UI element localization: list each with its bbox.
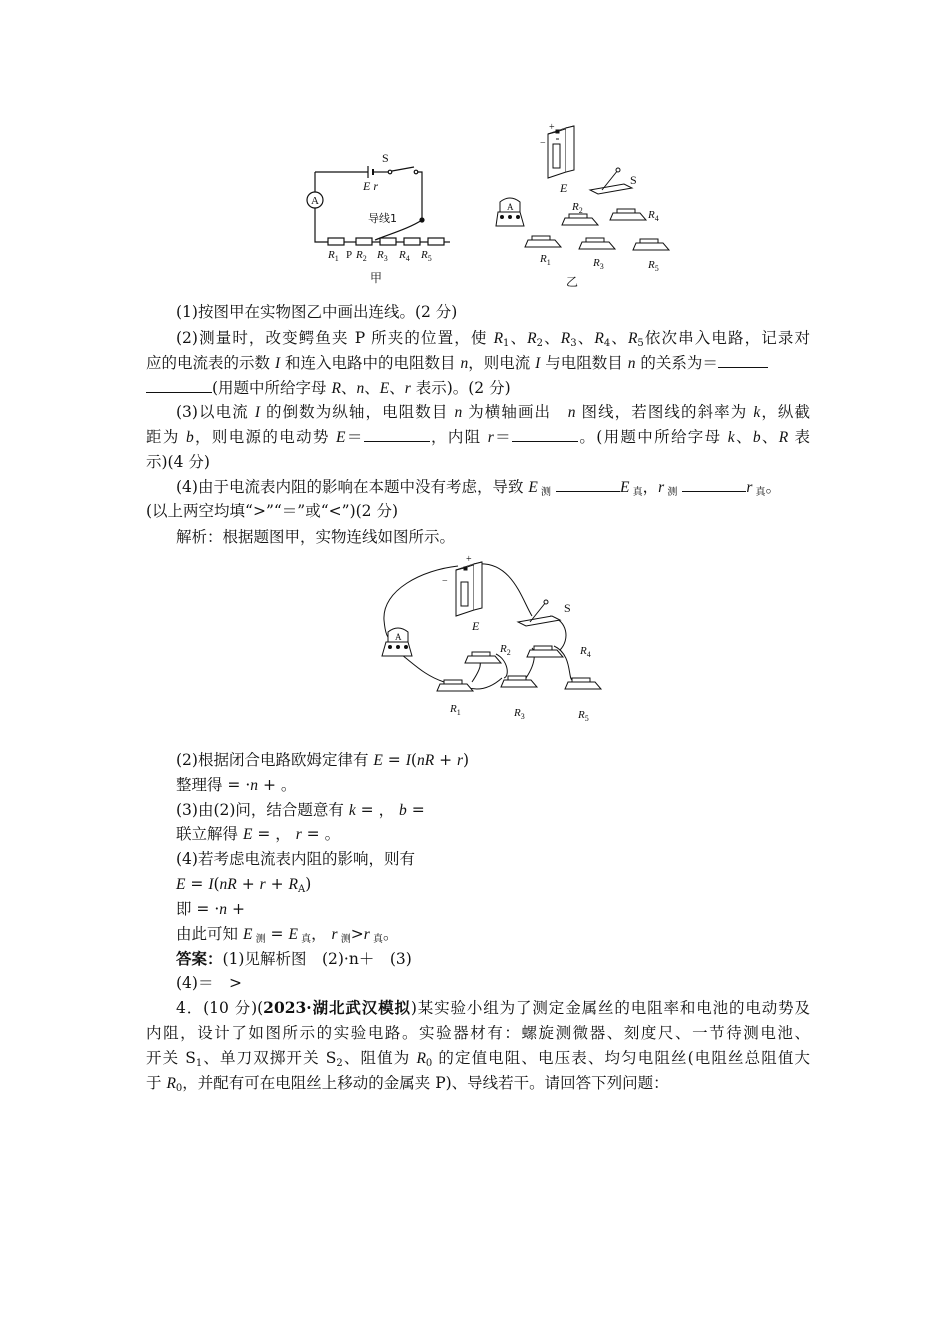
caption-yi: 乙 xyxy=(566,275,579,289)
label-R4: $R_4$ xyxy=(580,645,591,659)
caption-jia: 甲 xyxy=(370,271,383,285)
analysis-4-line2: $E = I(nR + r + R_A)$ xyxy=(176,875,312,895)
battery-minus: − xyxy=(540,138,546,149)
q4-line1: 4．(10 分)(2023·湖北武汉模拟)某实验小组为了测定金属丝的电阻率和电池的电动势及 xyxy=(176,998,810,1017)
label-R3-yi: $R_3$ xyxy=(593,257,604,271)
answer-blank[interactable] xyxy=(718,353,768,368)
label-R1: $R_1$ xyxy=(328,249,339,263)
q4-line2: 内阻，设计了如图所示的实验电路。实验器材有：螺旋测微器、刻度尺、一节待测电池、 xyxy=(146,1024,810,1042)
label-R1-yi: $R_1$ xyxy=(540,253,551,267)
answer-line2: (4)＝ > xyxy=(176,974,242,992)
answer-blank[interactable] xyxy=(556,477,620,492)
apparatus-wired-diagram xyxy=(372,550,612,725)
label-R1: $R_1$ xyxy=(450,703,461,717)
answer-line1: 答案：(1)见解析图 (2)·n＋ (3) xyxy=(176,949,412,968)
q4-line3: 开关 $S_1$、单刀双掷开关 $S_2$、阻值为 $R_0$ 的定值电阻、电压表、均匀电阻丝(电阻丝总阻值大 xyxy=(146,1049,811,1069)
answer-blank[interactable] xyxy=(682,477,746,492)
q3-part3-line1: (3)以电流 I 的倒数为纵轴，电阻数目 n 为横轴画出 n 图线，若图线的斜率为 k，纵截 xyxy=(176,403,810,421)
label-Er: E r xyxy=(363,179,378,193)
q3-part2-line1: (2)测量时，改变鳄鱼夹 P 所夹的位置，使 $R_1$、$R_2$、$R_3$、$R_4$、$R_5$依次串入电路，记录对 xyxy=(176,329,810,349)
analysis-2-line2: 整理得 = ·n + 。 xyxy=(176,776,297,794)
label-R3: $R_3$ xyxy=(377,249,388,263)
q3-part3-line3: 示)(4 分) xyxy=(146,453,210,471)
answer-blank[interactable] xyxy=(146,378,212,393)
label-wire1: 导线1 xyxy=(368,212,397,225)
q3-part2-line3: (用题中所给字母 R、n、E、r 表示)。(2 分) xyxy=(146,377,810,400)
label-A: A xyxy=(395,632,402,642)
analysis-2-line1: (2)根据闭合电路欧姆定律有 E = I(nR + r) xyxy=(176,751,470,769)
analysis-heading: 解析：根据题图甲，实物连线如图所示。 xyxy=(176,528,456,546)
label-S: S xyxy=(382,151,389,165)
label-R3: $R_3$ xyxy=(514,707,525,721)
analysis-4-line3: 即 = ·n + xyxy=(176,900,245,918)
label-R4-yi: $R_4$ xyxy=(648,209,659,223)
battery-minus: − xyxy=(442,576,448,587)
answer-blank[interactable] xyxy=(364,427,430,442)
q3-part4-line1: (4)由于电流表内阻的影响在本题中没有考虑，导致 E $_测$ E $_真$，r $_测$ r $_真$。 xyxy=(176,478,782,498)
battery-plus: + xyxy=(466,554,472,565)
q3-part2-line2: 应的电流表的示数 I 和连入电路中的电阻数目 n，则电流 I 与电阻数目 n 的关系为＝ xyxy=(146,352,810,375)
analysis-3-line1: (3)由(2)问，结合题意有 k = ， b = xyxy=(176,801,425,819)
label-R5-yi: $R_5$ xyxy=(648,259,659,273)
apparatus-diagram-yi xyxy=(490,122,680,292)
label-P: P xyxy=(346,249,353,261)
label-R4: $R_4$ xyxy=(399,249,410,263)
q3-part3-line2: 距为 b，则电源的电动势 E＝ ，内阻 r＝ 。(用题中所给字母 k、b、R 表 xyxy=(146,428,810,446)
label-R5: $R_5$ xyxy=(578,709,589,723)
label-R2: $R_2$ xyxy=(500,643,511,657)
answer-blank[interactable] xyxy=(512,427,578,442)
label-A-yi: A xyxy=(507,202,514,212)
analysis-3-line2: 联立解得 E = ， r = 。 xyxy=(176,825,341,843)
label-E: E xyxy=(472,619,480,633)
label-R2-yi: $R_2$ xyxy=(572,201,583,215)
analysis-4-line1: (4)若考虑电流表内阻的影响，则有 xyxy=(176,850,415,868)
label-R5: $R_5$ xyxy=(421,249,432,263)
label-S-yi: S xyxy=(630,173,637,187)
q3-part1: (1)按图甲在实物图乙中画出连线。(2 分) xyxy=(176,303,458,321)
q3-part4-line2: (以上两空均填“>”“＝”或“<”)(2 分) xyxy=(146,502,398,520)
battery-plus: + xyxy=(549,122,555,133)
label-A: A xyxy=(311,195,319,207)
q4-line4: 于 $R_0$，并配有可在电阻丝上移动的金属夹 P)、导线若干。请回答下列问题： xyxy=(146,1074,669,1094)
circuit-diagram-jia xyxy=(300,150,460,290)
label-S: S xyxy=(564,601,571,615)
label-R2: $R_2$ xyxy=(356,249,367,263)
label-E: E xyxy=(560,181,568,195)
analysis-4-line4: 由此可知 E $_测$ = E $_真$， r $_测$>r $_真$。 xyxy=(176,925,399,945)
